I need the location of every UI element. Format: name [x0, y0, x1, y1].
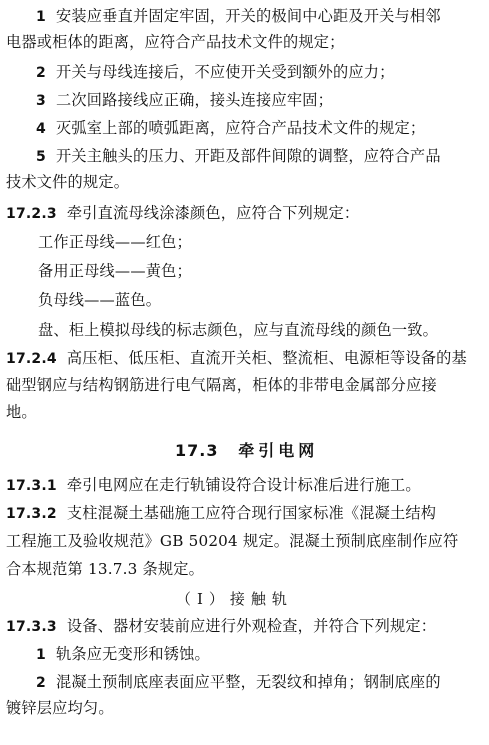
clause-17-3-1 — [6, 475, 421, 496]
list-item — [36, 90, 333, 111]
item-text: 二次回路接线应正确，接头连接应牢固； — [56, 91, 333, 109]
paragraph: 盘、柜上模拟母线的标志颜色，应与直流母线的颜色一致。 — [38, 321, 439, 339]
list-item — [36, 644, 210, 665]
section-heading — [175, 438, 318, 461]
list-item: 负母线——蓝色。 — [38, 291, 162, 309]
clause-continuation: 础型钢应与结构钢筋进行电气隔离，柜体的非带电金属部分应接 — [6, 376, 437, 394]
clause-number: 17.2.3 — [6, 206, 57, 222]
item-text: 开关主触头的压力、开距及部件间隙的调整，应符合产品 — [56, 147, 441, 165]
clause-text: 牵引电网应在走行轨铺设符合设计标准后进行施工。 — [66, 476, 421, 494]
list-item-continuation: 电器或柜体的距离，应符合产品技术文件的规定； — [6, 33, 345, 51]
list-item — [36, 672, 441, 693]
item-number: 3 — [36, 93, 46, 109]
list-item-continuation: 镀锌层应均匀。 — [6, 699, 114, 717]
list-item — [36, 146, 441, 167]
list-item: 工作正母线——红色； — [38, 233, 192, 251]
list-item: 备用正母线——黄色； — [38, 262, 192, 280]
clause-17-3-2 — [6, 503, 436, 524]
item-number: 1 — [36, 9, 46, 25]
clause-text: 支柱混凝土基础施工应符合现行国家标准《混凝土结构 — [66, 504, 437, 522]
clause-continuation: 地。 — [6, 403, 37, 421]
item-number: 2 — [36, 675, 46, 691]
clause-17-3-3 — [6, 616, 436, 637]
clause-text: 设备、器材安装前应进行外观检查，并符合下列规定： — [66, 617, 437, 635]
clause-continuation: 合本规范第 13.7.3 条规定。 — [6, 560, 205, 578]
item-number: 5 — [36, 149, 46, 165]
item-number: 4 — [36, 121, 46, 137]
clause-number: 17.3.3 — [6, 619, 57, 635]
item-text: 开关与母线连接后，不应使开关受到额外的应力； — [56, 63, 395, 81]
item-number: 1 — [36, 647, 46, 663]
clause-text: 高压柜、低压柜、直流开关柜、整流柜、电源柜等设备的基 — [66, 349, 467, 367]
clause-text: 牵引直流母线涂漆颜色，应符合下列规定： — [66, 204, 360, 222]
clause-17-2-4 — [6, 348, 467, 369]
clause-number: 17.3.2 — [6, 506, 57, 522]
list-item — [36, 118, 425, 139]
list-item — [36, 6, 441, 27]
item-text: 安装应垂直并固定牢固，开关的极间中心距及开关与相邻 — [56, 7, 441, 25]
clause-17-2-3 — [6, 203, 359, 224]
item-number: 2 — [36, 65, 46, 81]
list-item — [36, 62, 395, 83]
clause-number: 17.2.4 — [6, 351, 57, 367]
clause-continuation: 工程施工及验收规范》GB 50204 规定。混凝土预制底座制作应符 — [6, 532, 459, 550]
item-text: 轨条应无变形和锈蚀。 — [56, 645, 210, 663]
list-item-continuation: 技术文件的规定。 — [6, 173, 130, 191]
section-number: 17.3 — [175, 441, 219, 460]
subsection-heading: （Ⅰ）接触轨 — [176, 590, 293, 608]
clause-number: 17.3.1 — [6, 478, 57, 494]
section-title: 牵引电网 — [238, 441, 319, 460]
item-text: 灭弧室上部的喷弧距离，应符合产品技术文件的规定； — [56, 119, 426, 137]
item-text: 混凝土预制底座表面应平整，无裂纹和掉角；钢制底座的 — [56, 673, 441, 691]
